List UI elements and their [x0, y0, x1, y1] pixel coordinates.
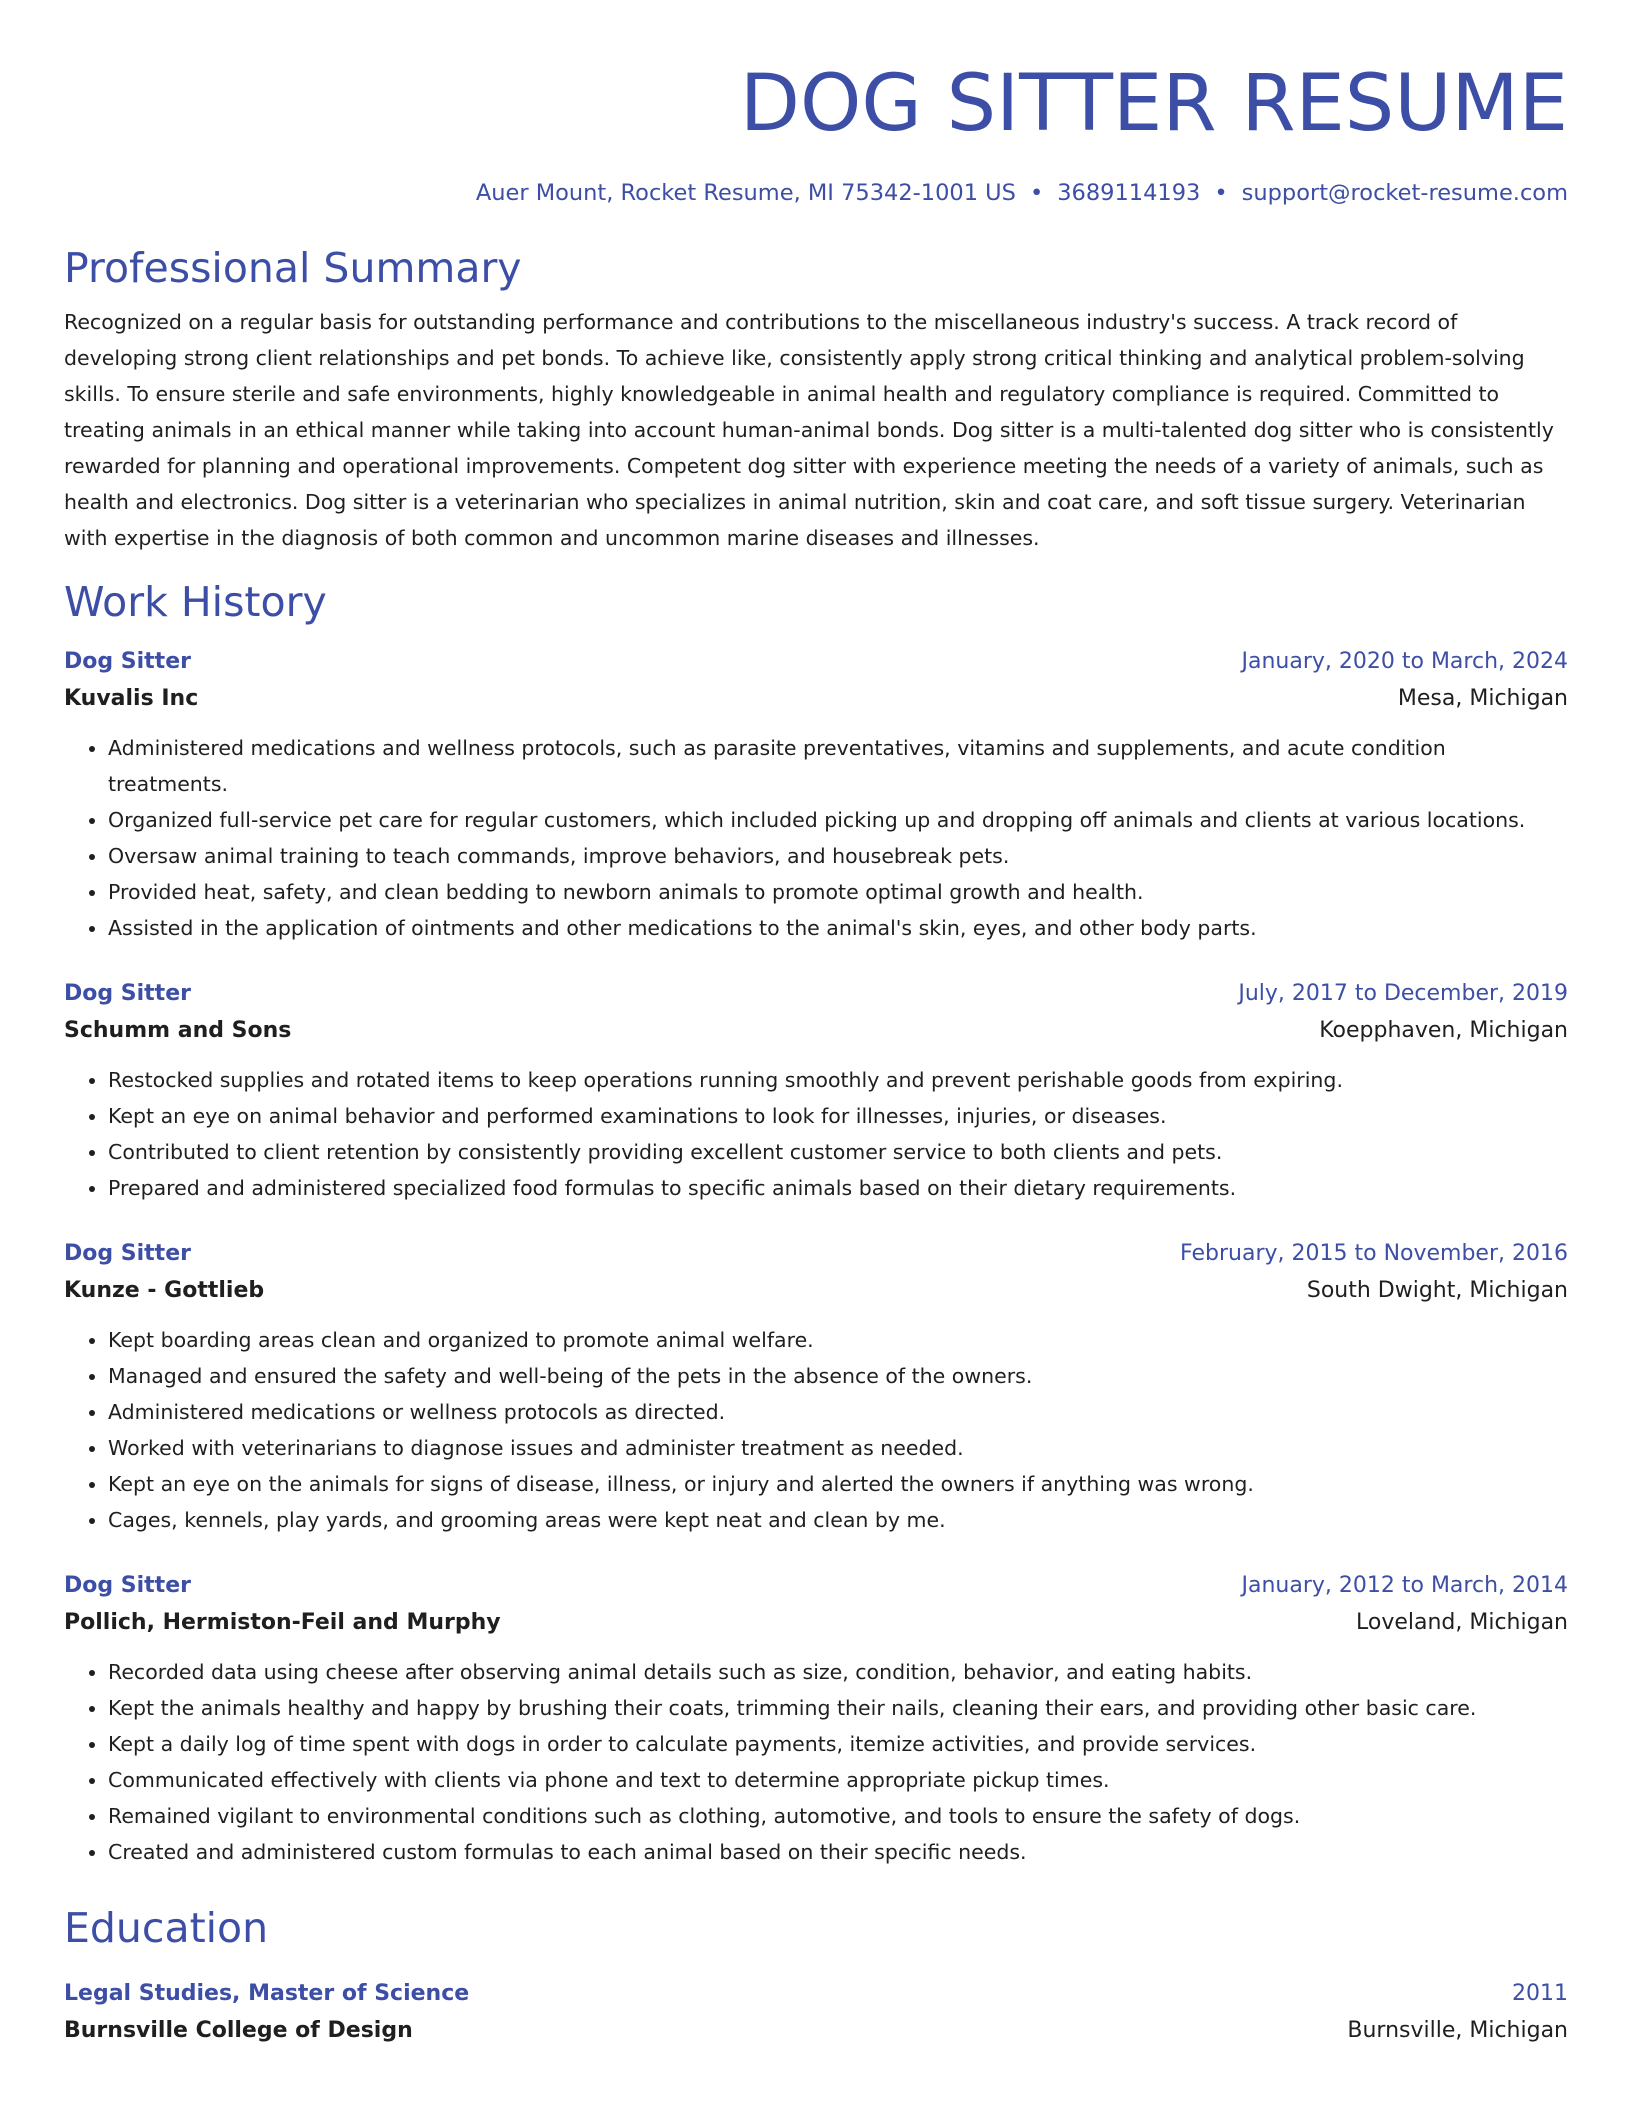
job-bullet: • Assisted in the application of ointments and other medications to the animal's skin, eyes, and other body parts.: [108, 910, 1568, 946]
job-company-row: [64, 680, 1568, 718]
education-school-row: [64, 2012, 1568, 2050]
job-role: Dog Sitter: [64, 649, 191, 674]
job-bullets: [64, 1654, 1568, 1870]
job-bullet: • Cages, kennels, play yards, and grooming areas were kept neat and clean by me.: [108, 1502, 1568, 1538]
job-bullet: • Kept an eye on animal behavior and performed examinations to look for illnesses, injuries, or diseases.: [108, 1098, 1568, 1134]
job-bullet: • Restocked supplies and rotated items to keep operations running smoothly and prevent perishable goods from expiring.: [108, 1062, 1568, 1098]
job-company: Kunze - Gottlieb: [64, 1278, 265, 1303]
job-bullet: • Kept boarding areas clean and organized to promote animal welfare.: [108, 1322, 1568, 1358]
job-header-row: [64, 1568, 1568, 1604]
job-entry: [64, 644, 1568, 946]
job-bullet: • Recorded data using cheese after observing animal details such as size, condition, behavior, and eating habits.: [108, 1654, 1568, 1690]
job-dates: February, 2015 to November, 2016: [1180, 1241, 1568, 1266]
job-header-row: [64, 1236, 1568, 1272]
job-role: Dog Sitter: [64, 1573, 191, 1598]
contact-address: Auer Mount, Rocket Resume, MI 75342-1001 US: [475, 180, 1016, 206]
job-bullet: • Kept a daily log of time spent with dogs in order to calculate payments, itemize activities, and provide services.: [108, 1726, 1568, 1762]
job-location: South Dwight, Michigan: [1306, 1278, 1568, 1303]
job-location: Mesa, Michigan: [1397, 686, 1568, 711]
job-dates: January, 2012 to March, 2014: [1241, 1573, 1568, 1598]
education-location: Burnsville, Michigan: [1347, 2018, 1568, 2043]
resume-title: DOG SITTER RESUME: [739, 59, 1568, 149]
education-header-row: [64, 1976, 1568, 2012]
job-bullet: • Organized full-service pet care for regular customers, which included picking up and dropping off animals and clients at various locations.: [108, 802, 1568, 838]
job-bullet: • Kept the animals healthy and happy by brushing their coats, trimming their nails, cleaning their ears, and providing other basic care.: [108, 1690, 1568, 1726]
job-bullet: • Created and administered custom formulas to each animal based on their specific needs.: [108, 1834, 1568, 1870]
education-entry: [64, 1976, 1568, 2050]
job-company-row: [64, 1272, 1568, 1310]
job-role: Dog Sitter: [64, 981, 191, 1006]
job-company: Kuvalis Inc: [64, 686, 199, 711]
job-bullet: • Contributed to client retention by consistently providing excellent customer service to both clients and pets.: [108, 1134, 1568, 1170]
contact-phone: 3689114193: [1057, 180, 1201, 206]
work-history-heading: Work History: [64, 578, 327, 626]
contact-line: [64, 178, 1568, 208]
job-entry: [64, 1568, 1568, 1870]
job-header-row: [64, 644, 1568, 680]
job-dates: July, 2017 to December, 2019: [1238, 981, 1568, 1006]
contact-separator: •: [1214, 180, 1228, 206]
job-location: Koepphaven, Michigan: [1319, 1018, 1568, 1043]
job-bullets: [64, 730, 1568, 946]
job-dates: January, 2020 to March, 2024: [1241, 649, 1568, 674]
job-bullet: • Provided heat, safety, and clean bedding to newborn animals to promote optimal growth and health.: [108, 874, 1568, 910]
job-bullet: • Kept an eye on the animals for signs of disease, illness, or injury and alerted the owners if anything was wrong.: [108, 1466, 1568, 1502]
education-degree: Legal Studies, Master of Science: [64, 1981, 470, 2006]
job-company-row: [64, 1604, 1568, 1642]
job-bullets: [64, 1062, 1568, 1206]
job-company: Pollich, Hermiston-Feil and Murphy: [64, 1610, 501, 1635]
job-header-row: [64, 976, 1568, 1012]
job-bullet: • Managed and ensured the safety and well-being of the pets in the absence of the owners.: [108, 1358, 1568, 1394]
job-location: Loveland, Michigan: [1355, 1610, 1568, 1635]
job-entry: [64, 1236, 1568, 1538]
job-bullet: • Communicated effectively with clients via phone and text to determine appropriate pickup times.: [108, 1762, 1568, 1798]
education-school: Burnsville College of Design: [64, 2018, 413, 2043]
job-bullet: • Oversaw animal training to teach commands, improve behaviors, and housebreak pets.: [108, 838, 1568, 874]
summary-text: Recognized on a regular basis for outstanding performance and contributions to the miscellaneous industry's success. A track record of developing strong client relationships and pet bonds. To achieve like, consistently apply strong critical thinking and analytical problem-solving skills. To ensure sterile and safe environments, highly knowledgeable in animal health and regulatory compliance is required. Committed to treating animals in an ethical manner while taking into account human-animal bonds. Dog sitter is a multi-talented dog sitter who is consistently rewarded for planning and operational improvements. Competent dog sitter with experience meeting the needs of a variety of animals, such as health and electronics. Dog sitter is a veterinarian who specializes in animal nutrition, skin and coat care, and soft tissue surgery. Veterinarian with expertise in the diagnosis of both common and uncommon marine diseases and illnesses.: [64, 310, 1554, 550]
job-role: Dog Sitter: [64, 1241, 191, 1266]
resume-page: [64, 0, 1568, 2050]
job-bullet: • Worked with veterinarians to diagnose issues and administer treatment as needed.: [108, 1430, 1568, 1466]
job-company: Schumm and Sons: [64, 1018, 292, 1043]
summary-heading: Professional Summary: [64, 244, 522, 292]
job-company-row: [64, 1012, 1568, 1050]
contact-email: support@rocket-resume.com: [1241, 180, 1568, 206]
job-bullets: [64, 1322, 1568, 1538]
job-bullet: • Administered medications or wellness protocols as directed.: [108, 1394, 1568, 1430]
education-year: 2011: [1512, 1981, 1568, 2006]
job-bullet: • Remained vigilant to environmental conditions such as clothing, automotive, and tools to ensure the safety of dogs.: [108, 1798, 1568, 1834]
job-bullet: • Administered medications and wellness protocols, such as parasite preventatives, vitamins and supplements, and acute condition treatments.: [108, 730, 1568, 802]
job-entry: [64, 976, 1568, 1206]
job-bullet: • Prepared and administered specialized food formulas to specific animals based on their dietary requirements.: [108, 1170, 1568, 1206]
education-heading: Education: [64, 1904, 269, 1952]
contact-separator: •: [1029, 180, 1044, 206]
